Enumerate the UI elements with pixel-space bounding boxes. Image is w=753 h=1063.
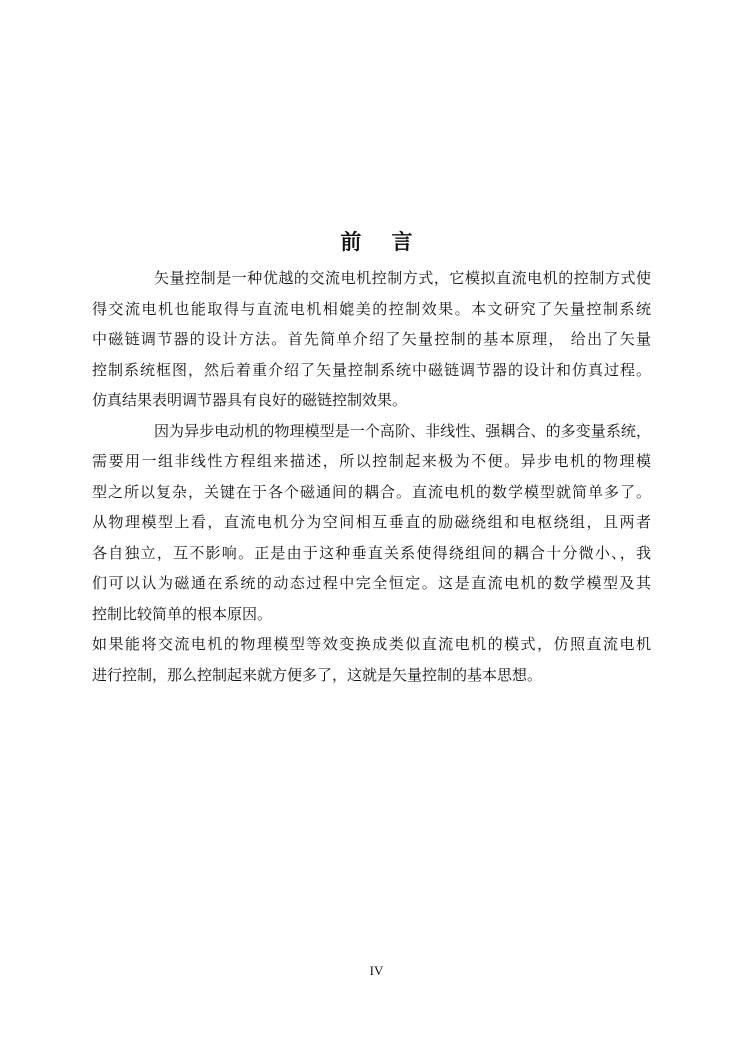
title-char-1: 前: [340, 229, 362, 254]
paragraph-2-line-2: 需要用一组非线性方程组来描述，所以控制起来极为不便。异步电机的物理模: [92, 452, 651, 470]
body-text: [92, 263, 651, 690]
paragraph-1-line-1: 矢量控制是一种优越的交流电机控制方式，它模拟直流电机的控制方式使: [154, 269, 651, 287]
paragraph-3-line-1: 如果能将交流电机的物理模型等效变换成类似直流电机的模式，仿照直流电机: [92, 635, 651, 653]
paragraph-2-line-7: 控制比较简单的根本原因。: [92, 604, 273, 623]
page-title: [0, 226, 753, 256]
paragraph-1-line-4: 控制系统框图，然后着重介绍了矢量控制系统中磁链调节器的设计和仿真过程。: [92, 360, 651, 379]
page-number: IV: [369, 963, 384, 978]
paragraph-2-line-1: 因为异步电动机的物理模型是一个高阶、非线性、强耦合、的多变量系统，: [154, 421, 651, 440]
title-char-2: 言: [391, 229, 413, 254]
paragraph-2-line-4: 从物理模型上看，直流电机分为空间相互垂直的励磁绕组和电枢绕组，且两者: [92, 513, 651, 531]
paragraph-2-line-5: 各自独立，互不影响。正是由于这种垂直关系使得绕组间的耦合十分微小、，我: [92, 543, 651, 562]
paragraph-2-line-3: 型之所以复杂，关键在于各个磁通间的耦合。直流电机的数学模型就简单多了。: [92, 482, 651, 501]
paragraph-1-line-2: 得交流电机也能取得与直流电机相媲美的控制效果。本文研究了矢量控制系统: [92, 299, 651, 318]
paragraph-1-line-3: 中磁链调节器的设计方法。首先简单介绍了矢量控制的基本原理， 给出了矢量: [92, 330, 651, 348]
paragraph-3-line-2: 进行控制，那么控制起来就方便多了，这就是矢量控制的基本思想。: [92, 665, 543, 684]
paragraph-1-line-5: 仿真结果表明调节器具有良好的磁链控制效果。: [92, 391, 408, 409]
paragraph-2-line-6: 们可以认为磁通在系统的动态过程中完全恒定。这是直流电机的数学模型及其: [92, 574, 651, 592]
